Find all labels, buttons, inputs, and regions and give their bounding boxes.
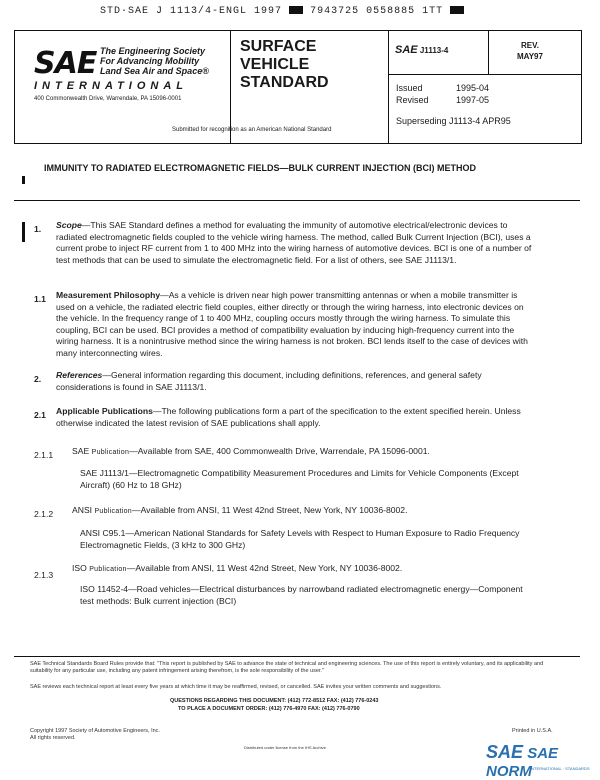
redaction-block (289, 6, 303, 14)
watermark-subtitle: INTERNATIONAL · STANDARDS (530, 766, 590, 771)
footer-review: SAE reviews each technical report at least every five years at which time it may be reaffirmed, revised, or cancelled. SAE invites your written comments and suggestions. (30, 684, 442, 690)
section-references: References—General information regarding this document, including definitions, references, and general safety considerations is found in SAE J1113/1. (56, 370, 482, 392)
submitted-note: Submitted for recognition as an American National Standard (172, 127, 332, 133)
sae-logo: SAE (34, 46, 97, 81)
sae-norm-watermark: SAE SAE NORM (486, 742, 559, 780)
society-tagline: The Engineering Society For Advancing Mobility Land Sea Air and Space® (100, 46, 209, 76)
section-ansi-publication: ANSI Publication—Available from ANSI, 11 West 42nd Street, New York, NY 10036-8002. (72, 505, 408, 515)
footer-order: TO PLACE A DOCUMENT ORDER: (412) 776-4970 FAX: (412) 776-0790 (178, 706, 360, 712)
publication-sae-j1113-1: SAE J1113/1—Electromagnetic Compatibility Measurement Procedures and Limits for Vehicle Components (Except Aircraft) (60 Hz to 18 GHz) (80, 468, 519, 490)
redaction-block (450, 6, 464, 14)
footer-questions: QUESTIONS REGARDING THIS DOCUMENT: (412) 772-8512 FAX: (412) 776-0243 (170, 698, 379, 704)
footer-rules: SAE Technical Standards Board Rules provide that: "This report is published by SAE to advance the state of technical and engineering sciences. The use of this report is entirely voluntary, and its applicability and suitability for any particular use, including any patent infringement arising therefrom, is the sole responsibility of the user." (30, 661, 544, 674)
section-scope: Scope—This SAE Standard defines a method for evaluating the immunity of automotive electrical/electronic devices to radiated electromagnetic fields coupled to the vehicle wiring harness. The method, called Bulk Current Injection (BCI), uses a current probe to inject RF current from 1 to 400 MHz into the wiring harness of automotive devices. BCI is one of a number of test methods that can be used to simulate the electromagnetic field. For a list of others, see SAE J1113/1. (56, 220, 532, 265)
header-divider (388, 74, 581, 75)
publication-ansi-c95-1: ANSI C95.1—American National Standards for Safety Levels with Respect to Human Exposure to Radio Frequency Electromagnetic Fields, (3 kHz to 300 GHz) (80, 528, 520, 550)
change-bar (22, 176, 25, 184)
international-wordmark: INTERNATIONAL (34, 80, 189, 92)
header-divider (388, 30, 389, 144)
standard-title: SURFACE VEHICLE STANDARD (240, 38, 329, 91)
revision-box: REV. MAY97 (517, 41, 543, 61)
footer-separator (14, 656, 580, 657)
issue-dates: Issued 1995-04 Revised 1997-05 (396, 83, 490, 105)
document-control-line: STD·SAE J 1113/4-ENGL 1997 7943725 0558885 1TT (100, 6, 464, 17)
section-iso-publication: ISO Publication—Available from ANSI, 11 West 42nd Street, New York, NY 10036-8002. (72, 563, 403, 573)
publication-iso-11452-4: ISO 11452-4—Road vehicles—Electrical disturbances by narrowband radiated electromagnetic energy—Component test methods: Bulk current injection (BCI) (80, 584, 523, 606)
document-number: SAE J1113-4 (395, 44, 449, 56)
superseding-note: Superseding J1113-4 APR95 (396, 116, 511, 126)
document-title: IMMUNITY TO RADIATED ELECTROMAGNETIC FIELDS—BULK CURRENT INJECTION (BCI) METHOD (44, 163, 476, 173)
title-separator (14, 200, 580, 201)
copyright: Copyright 1997 Society of Automotive Engineers, Inc. All rights reserved. (30, 728, 160, 741)
change-bar (22, 222, 25, 242)
section-measurement-philosophy: Measurement Philosophy—As a vehicle is driven near high power transmitting antennas or when a mobile transmitter is used on a vehicle, the radiated electric field couples, either directly or through the wiring harness, into electronic devices on the vehicle. In the frequency range of 1 to 400 MHz, coupling occurs mostly through the wiring harness. To simulate this coupling, BCI can be used. BCI provides a method of compatibility evaluation by inducing high-frequency current into the wiring harness. It is a nonintrusive method since the wiring harness is not broken. BCI lends itself to the case of devices with many interconnecting wires. (56, 290, 528, 358)
section-applicable-publications: Applicable Publications—The following publications form a part of the specification to the extent specified herein. Unless otherwise indicated the latest revision of SAE publications shall apply. (56, 406, 521, 428)
distribution-note: Distributed under license from the IHS Archive (244, 745, 326, 750)
section-sae-publication: SAE Publication—Available from SAE, 400 Commonwealth Drive, Warrendale, PA 15096-0001. (72, 446, 430, 456)
header-divider (488, 30, 489, 74)
printed-note: Printed in U.S.A. (512, 728, 553, 734)
sae-address: 400 Commonwealth Drive, Warrendale, PA 15096-0001 (34, 96, 182, 102)
